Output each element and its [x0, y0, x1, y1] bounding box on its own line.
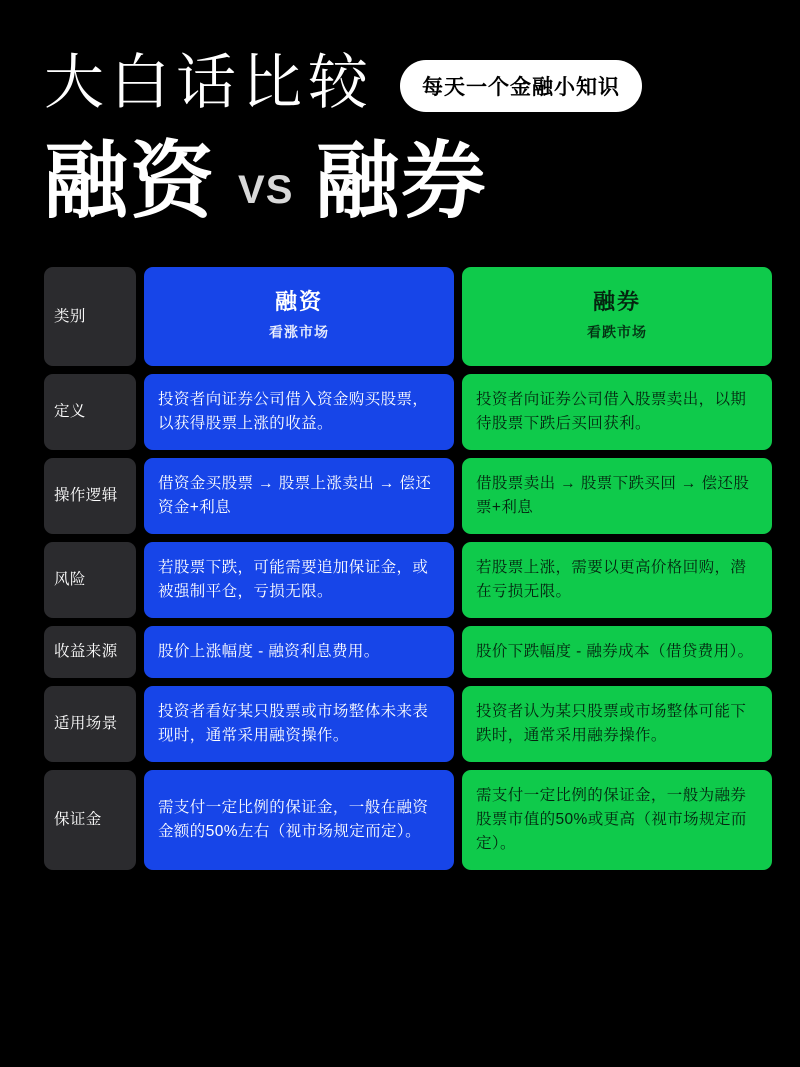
- row-right-cell: 若股票上涨，需要以更高价格回购，潜在亏损无限。: [462, 542, 772, 618]
- page-title: 大白话比较: [44, 49, 374, 116]
- tagline-badge: 每天一个金融小知识: [400, 60, 642, 112]
- table-header-category-label: 类别: [44, 267, 136, 366]
- headline-vs-label: VS: [238, 168, 294, 212]
- row-left-cell: 若股票下跌，可能需要追加保证金，或被强制平仓，亏损无限。: [144, 542, 454, 618]
- row-label: 定义: [44, 374, 136, 450]
- header-top-row: [44, 48, 756, 117]
- row-right-cell: 投资者向证券公司借入股票卖出，以期待股票下跌后买回获利。: [462, 374, 772, 450]
- left-column-subtitle: 看涨市场: [269, 324, 329, 341]
- table-header-row: [44, 267, 756, 366]
- table-header-right-column: [462, 267, 772, 366]
- right-column-subtitle: 看跌市场: [587, 324, 647, 341]
- table-header-left-column: [144, 267, 454, 366]
- row-label: 收益来源: [44, 626, 136, 678]
- table-row: [44, 458, 756, 534]
- headline-comparison: [44, 134, 756, 228]
- row-label: 操作逻辑: [44, 458, 136, 534]
- table-row: [44, 770, 756, 870]
- poster-header: [0, 0, 800, 228]
- table-row: [44, 686, 756, 762]
- row-right-cell: 借股票卖出 → 股票下跌买回 → 偿还股票+利息: [462, 458, 772, 534]
- right-column-title: 融券: [592, 289, 641, 314]
- row-left-cell: 需支付一定比例的保证金，一般在融资金额的50%左右（视市场规定而定）。: [144, 770, 454, 870]
- row-label: 风险: [44, 542, 136, 618]
- row-left-cell: 股价上涨幅度 - 融资利息费用。: [144, 626, 454, 678]
- table-row: [44, 626, 756, 678]
- row-left-cell: 投资者看好某只股票或市场整体未来表现时，通常采用融资操作。: [144, 686, 454, 762]
- row-label: 保证金: [44, 770, 136, 870]
- row-label: 适用场景: [44, 686, 136, 762]
- table-row: [44, 374, 756, 450]
- headline-left-term: 融资: [44, 134, 217, 228]
- row-left-cell: 借资金买股票 → 股票上涨卖出 → 偿还资金+利息: [144, 458, 454, 534]
- headline-right-term: 融券: [315, 134, 488, 228]
- row-right-cell: 投资者认为某只股票或市场整体可能下跌时，通常采用融券操作。: [462, 686, 772, 762]
- row-right-cell: 股价下跌幅度 - 融券成本（借贷费用）。: [462, 626, 772, 678]
- table-row: [44, 542, 756, 618]
- row-left-cell: 投资者向证券公司借入资金购买股票，以获得股票上涨的收益。: [144, 374, 454, 450]
- row-right-cell: 需支付一定比例的保证金，一般为融券股票市值的50%或更高（视市场规定而定）。: [462, 770, 772, 870]
- left-column-title: 融资: [274, 289, 323, 314]
- comparison-table: [44, 267, 756, 870]
